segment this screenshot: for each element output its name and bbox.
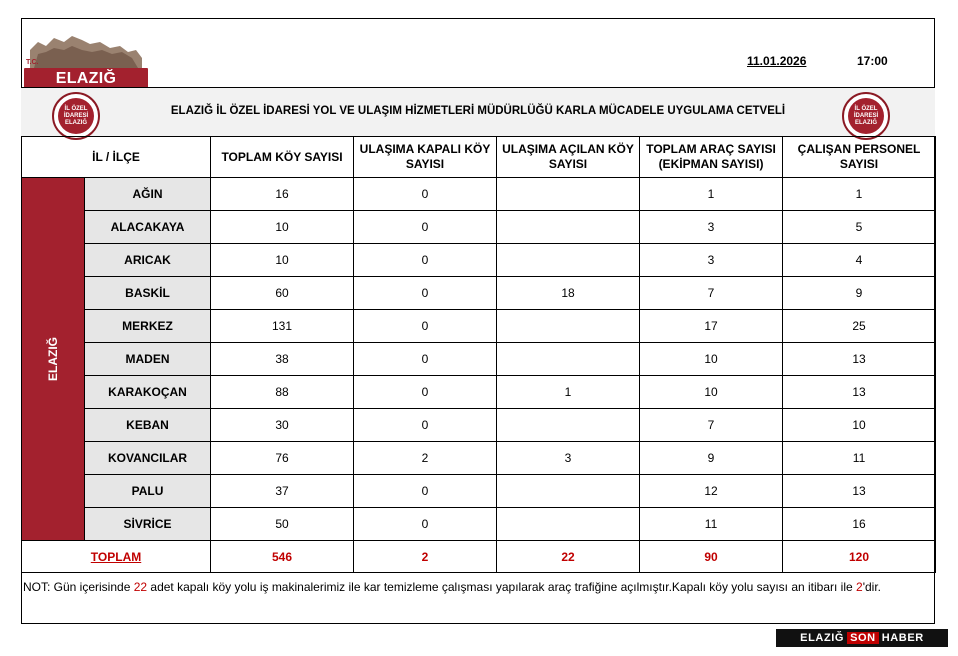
table-row <box>22 244 936 277</box>
totals-label: TOPLAM <box>22 541 211 573</box>
total-villages-cell: 30 <box>211 409 354 442</box>
district-cell: BASKİL <box>85 277 211 310</box>
total-villages-cell: 88 <box>211 376 354 409</box>
table-row <box>22 310 936 343</box>
district-cell: ALACAKAYA <box>85 211 211 244</box>
closed-villages-cell: 2 <box>354 442 497 475</box>
totals-total-villages: 546 <box>211 541 354 573</box>
staff-cell: 11 <box>783 442 936 475</box>
district-cell: MERKEZ <box>85 310 211 343</box>
vehicles-cell: 11 <box>640 508 783 541</box>
elazig-son-haber-logo <box>776 629 948 647</box>
total-villages-cell: 76 <box>211 442 354 475</box>
province-label: ELAZIĞ <box>46 337 60 381</box>
staff-cell: 5 <box>783 211 936 244</box>
vehicles-cell: 3 <box>640 244 783 277</box>
district-cell: KEBAN <box>85 409 211 442</box>
vehicles-cell: 9 <box>640 442 783 475</box>
staff-cell: 1 <box>783 178 936 211</box>
col-header-vehicles: TOPLAM ARAÇ SAYISI (EKİPMAN SAYISI) <box>640 137 783 178</box>
opened-villages-cell <box>497 211 640 244</box>
col-header-total-villages: TOPLAM KÖY SAYISI <box>211 137 354 178</box>
district-cell: PALU <box>85 475 211 508</box>
col-header-opened-villages: ULAŞIMA AÇILAN KÖY SAYISI <box>497 137 640 178</box>
brand-part2: SON <box>847 632 879 644</box>
closed-villages-cell: 0 <box>354 178 497 211</box>
report-time: 17:00 <box>857 54 888 68</box>
table-row <box>22 508 936 541</box>
staff-cell: 13 <box>783 376 936 409</box>
total-villages-cell: 38 <box>211 343 354 376</box>
district-cell: KARAKOÇAN <box>85 376 211 409</box>
closed-villages-cell: 0 <box>354 376 497 409</box>
note-middle: adet kapalı köy yolu iş makinalerimiz ile kar temizleme çalışması yapılarak araç trafiğine açılmıştır.Kapalı köy yolu sayısı an itibarı ile <box>147 580 857 594</box>
table-row <box>22 178 936 211</box>
total-villages-cell: 50 <box>211 508 354 541</box>
vehicles-cell: 1 <box>640 178 783 211</box>
total-villages-cell: 131 <box>211 310 354 343</box>
opened-villages-cell: 1 <box>497 376 640 409</box>
opened-villages-cell <box>497 178 640 211</box>
table-row <box>22 211 936 244</box>
col-header-closed-villages: ULAŞIMA KAPALI KÖY SAYISI <box>354 137 497 178</box>
valilik-logo <box>24 28 148 94</box>
opened-villages-cell <box>497 343 640 376</box>
table-header-row <box>22 137 936 178</box>
closed-villages-cell: 0 <box>354 211 497 244</box>
closed-villages-cell: 0 <box>354 310 497 343</box>
opened-villages-cell <box>497 508 640 541</box>
closed-villages-cell: 0 <box>354 343 497 376</box>
district-cell: SİVRİCE <box>85 508 211 541</box>
table-row <box>22 409 936 442</box>
staff-cell: 13 <box>783 475 936 508</box>
staff-cell: 9 <box>783 277 936 310</box>
col-header-staff: ÇALIŞAN PERSONEL SAYISI <box>783 137 936 178</box>
vehicles-cell: 17 <box>640 310 783 343</box>
col-header-district: İL / İLÇE <box>22 137 211 178</box>
vehicles-cell: 10 <box>640 376 783 409</box>
totals-row <box>22 541 936 573</box>
title-bar <box>21 88 935 136</box>
table-row <box>22 442 936 475</box>
page-title: ELAZIĞ İL ÖZEL İDARESİ YOL VE ULAŞIM HİZMETLERİ MÜDÜRLÜĞÜ KARLA MÜCADELE UYGULAMA CETVELİ <box>170 105 786 117</box>
closed-villages-cell: 0 <box>354 508 497 541</box>
closed-villages-cell: 0 <box>354 277 497 310</box>
staff-cell: 25 <box>783 310 936 343</box>
seal-left-text: İL ÖZEL İDARESİ ELAZIĞ <box>58 98 94 134</box>
closed-villages-cell: 0 <box>354 475 497 508</box>
note <box>21 576 935 624</box>
snow-fight-table <box>21 136 936 573</box>
opened-villages-cell: 3 <box>497 442 640 475</box>
vehicles-cell: 7 <box>640 409 783 442</box>
total-villages-cell: 37 <box>211 475 354 508</box>
logo-tc: T.C. <box>26 59 39 66</box>
total-villages-cell: 10 <box>211 211 354 244</box>
note-prefix: NOT: Gün içerisinde <box>23 580 134 594</box>
table-row <box>22 376 936 409</box>
seal-right-text: İL ÖZEL İDARESİ ELAZIĞ <box>848 98 884 134</box>
total-villages-cell: 10 <box>211 244 354 277</box>
table-row <box>22 277 936 310</box>
il-ozel-idaresi-seal-right <box>842 92 890 140</box>
vehicles-cell: 7 <box>640 277 783 310</box>
opened-villages-cell <box>497 244 640 277</box>
logo-text: ELAZIĞ <box>55 70 117 87</box>
total-villages-cell: 16 <box>211 178 354 211</box>
totals-vehicles: 90 <box>640 541 783 573</box>
province-cell <box>22 178 85 541</box>
opened-villages-cell <box>497 475 640 508</box>
brand-part1: ELAZIĞ <box>800 632 845 644</box>
totals-closed: 2 <box>354 541 497 573</box>
staff-cell: 16 <box>783 508 936 541</box>
closed-villages-cell: 0 <box>354 409 497 442</box>
totals-staff: 120 <box>783 541 936 573</box>
table-row <box>22 475 936 508</box>
district-cell: MADEN <box>85 343 211 376</box>
opened-villages-cell <box>497 310 640 343</box>
opened-villages-cell <box>497 409 640 442</box>
brand-part3: HABER <box>881 632 924 644</box>
total-villages-cell: 60 <box>211 277 354 310</box>
note-opened-count: 22 <box>133 580 148 594</box>
opened-villages-cell: 18 <box>497 277 640 310</box>
staff-cell: 13 <box>783 343 936 376</box>
report-date: 11.01.2026 <box>747 54 807 68</box>
district-cell: ARICAK <box>85 244 211 277</box>
totals-opened: 22 <box>497 541 640 573</box>
district-cell: KOVANCILAR <box>85 442 211 475</box>
vehicles-cell: 3 <box>640 211 783 244</box>
vehicles-cell: 10 <box>640 343 783 376</box>
note-suffix: 'dir. <box>862 580 882 594</box>
district-cell: AĞIN <box>85 178 211 211</box>
staff-cell: 10 <box>783 409 936 442</box>
closed-villages-cell: 0 <box>354 244 497 277</box>
vehicles-cell: 12 <box>640 475 783 508</box>
staff-cell: 4 <box>783 244 936 277</box>
table-row <box>22 343 936 376</box>
note-closed-count: 2 <box>856 580 863 594</box>
il-ozel-idaresi-seal-left <box>52 92 100 140</box>
